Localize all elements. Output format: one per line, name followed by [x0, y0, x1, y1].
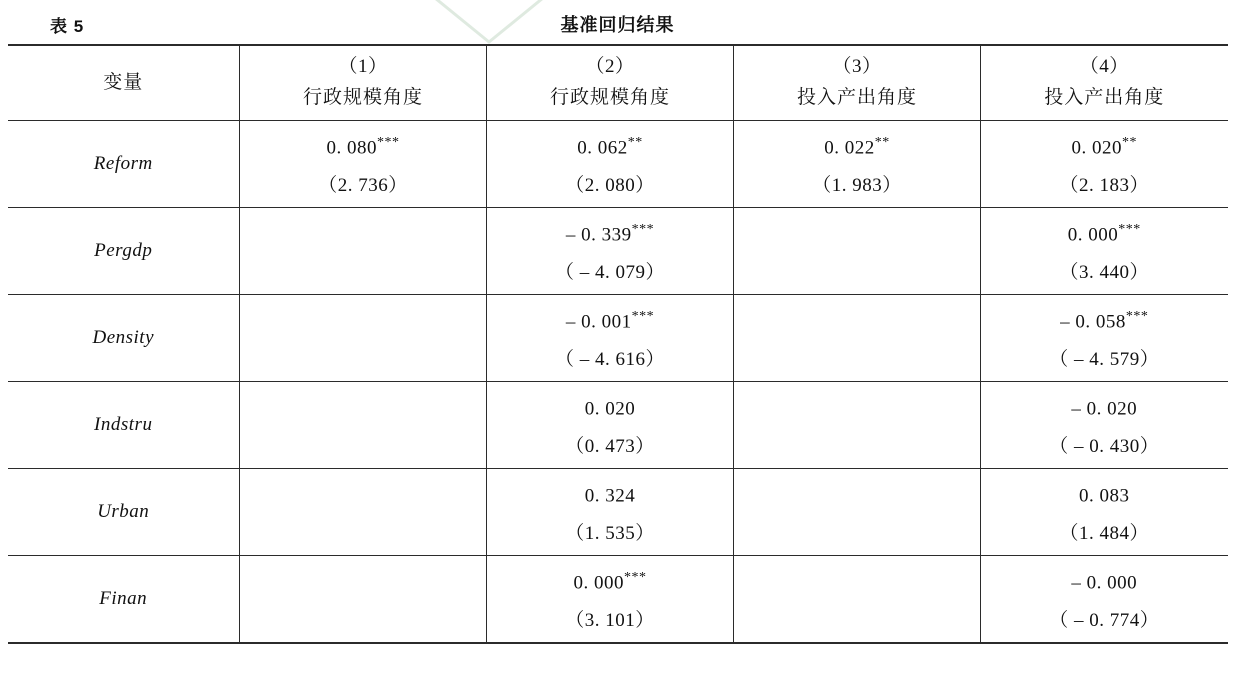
- t-statistic: （ – 0. 774）: [1049, 609, 1160, 631]
- table-row: [8, 382, 1228, 469]
- table-row: [8, 121, 1228, 208]
- header-model-1-label: 行政规模角度: [302, 87, 423, 108]
- t-statistic: （3. 440）: [1059, 261, 1149, 283]
- cell-model-1: [240, 295, 487, 382]
- coefficient: 0. 080***: [326, 135, 400, 159]
- cell-model-1: [240, 208, 487, 295]
- cell-model-2: [487, 556, 734, 644]
- cell-model-4: [981, 121, 1228, 208]
- coefficient: 0. 000***: [1067, 222, 1141, 246]
- variable-label: Reform: [93, 153, 153, 174]
- t-statistic: （ – 4. 579）: [1049, 348, 1160, 370]
- cell-model-1: [240, 121, 487, 208]
- coefficient: – 0. 020: [1071, 398, 1138, 420]
- table-title: 基准回归结果: [560, 15, 675, 35]
- table-row: [8, 295, 1228, 382]
- cell-model-2: [487, 469, 734, 556]
- header-model-2-label: 行政规模角度: [549, 87, 670, 108]
- cell-model-3: [734, 469, 981, 556]
- t-statistic: （1. 535）: [565, 522, 655, 544]
- significance-stars: ***: [624, 570, 647, 586]
- header-model-4-label: 投入产出角度: [1044, 87, 1165, 108]
- coefficient: 0. 020**: [1071, 135, 1137, 159]
- variable-label: Pergdp: [94, 240, 153, 261]
- coefficient: 0. 022**: [824, 135, 890, 159]
- t-statistic: （3. 101）: [565, 609, 655, 631]
- header-model-4-number: （4）: [1079, 56, 1129, 77]
- header-cell-variable: [8, 45, 240, 121]
- significance-stars: **: [1122, 135, 1137, 151]
- header-cell-model-3: [734, 45, 981, 121]
- header-model-3-label: 投入产出角度: [796, 87, 917, 108]
- table-row: [8, 469, 1228, 556]
- significance-stars: **: [874, 135, 890, 151]
- coefficient: 0. 000***: [573, 570, 647, 594]
- t-statistic: （1. 983）: [812, 174, 902, 196]
- header-variable-label: 变量: [103, 72, 144, 93]
- cell-model-4: [981, 295, 1228, 382]
- cell-model-4: [981, 469, 1228, 556]
- table-number: 表 5: [50, 17, 85, 36]
- cell-model-1: [240, 382, 487, 469]
- coefficient: 0. 083: [1079, 485, 1130, 507]
- significance-stars: ***: [1125, 309, 1149, 325]
- regression-results-table: [8, 44, 1228, 644]
- cell-model-3: [734, 382, 981, 469]
- table-header-row: [8, 45, 1228, 121]
- row-variable-name: [8, 295, 240, 382]
- cell-model-3: [734, 121, 981, 208]
- coefficient: – 0. 058***: [1060, 309, 1149, 333]
- significance-stars: ***: [631, 222, 655, 238]
- variable-label: Finan: [99, 588, 148, 609]
- cell-model-3: [734, 295, 981, 382]
- coefficient: – 0. 001***: [565, 309, 655, 333]
- cell-model-4: [981, 556, 1228, 644]
- header-cell-model-1: [240, 45, 487, 121]
- variable-label: Urban: [97, 501, 150, 522]
- t-statistic: （2. 183）: [1059, 174, 1149, 196]
- cell-model-2: [487, 121, 734, 208]
- header-cell-model-4: [981, 45, 1228, 121]
- table-row: [8, 556, 1228, 644]
- t-statistic: （ – 4. 616）: [554, 348, 665, 370]
- cell-model-2: [487, 382, 734, 469]
- t-statistic: （ – 0. 430）: [1049, 435, 1160, 457]
- row-variable-name: [8, 556, 240, 644]
- coefficient: 0. 062**: [577, 135, 643, 159]
- coefficient: – 0. 339***: [565, 222, 655, 246]
- cell-model-1: [240, 469, 487, 556]
- cell-model-3: [734, 556, 981, 644]
- significance-stars: ***: [377, 135, 400, 151]
- row-variable-name: [8, 121, 240, 208]
- cell-model-4: [981, 382, 1228, 469]
- significance-stars: ***: [1118, 222, 1141, 238]
- table-caption: [4, 0, 1231, 44]
- t-statistic: （1. 484）: [1059, 522, 1149, 544]
- header-model-1-number: （1）: [338, 56, 388, 77]
- header-model-3-number: （3）: [832, 56, 882, 77]
- header-model-2-number: （2）: [585, 56, 635, 77]
- row-variable-name: [8, 208, 240, 295]
- cell-model-2: [487, 208, 734, 295]
- coefficient: – 0. 000: [1071, 572, 1138, 594]
- row-variable-name: [8, 469, 240, 556]
- t-statistic: （2. 736）: [318, 174, 408, 196]
- cell-model-2: [487, 295, 734, 382]
- variable-label: Indstru: [94, 414, 153, 435]
- significance-stars: ***: [631, 309, 655, 325]
- variable-label: Density: [92, 327, 155, 348]
- row-variable-name: [8, 382, 240, 469]
- header-cell-model-2: [487, 45, 734, 121]
- cell-model-4: [981, 208, 1228, 295]
- cell-model-1: [240, 556, 487, 644]
- significance-stars: **: [627, 135, 643, 151]
- t-statistic: （0. 473）: [565, 435, 655, 457]
- t-statistic: （2. 080）: [565, 174, 655, 196]
- table-row: [8, 208, 1228, 295]
- coefficient: 0. 020: [584, 398, 636, 420]
- coefficient: 0. 324: [584, 485, 636, 507]
- t-statistic: （ – 4. 079）: [554, 261, 665, 283]
- cell-model-3: [734, 208, 981, 295]
